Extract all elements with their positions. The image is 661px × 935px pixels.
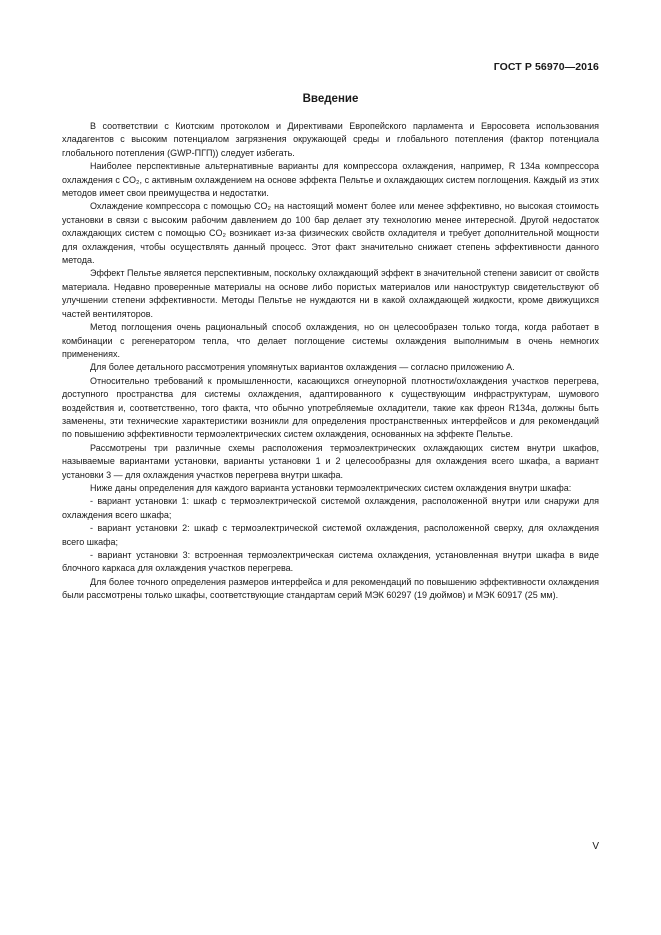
paragraph: Метод поглощения очень рациональный способ охлаждения, но он целесообразен только тогда, когда работает в комбинации с регенератором тепла, что делает поглощение системы охлаждения выполнимым в очень немногих применениях. xyxy=(62,322,599,359)
paragraph: Наиболее перспективные альтернативные варианты для компрессора охлаждения, например, R 134a компрессора охлаждения с CO₂, с активным охлаждением на основе эффекта Пельтье и охлаждающих систем поглощения. Каждый из этих методов имеет свои преимущества и недостатки. xyxy=(62,161,599,199)
paragraph: Для более точного определения размеров интерфейса и для рекомендаций по повышению эффективности охлаждения были рассмотрены только шкафы, соответствующие стандартам серий МЭК 60297 (19 дюймов) и МЭК 60917 (25 мм). xyxy=(62,576,599,601)
list-item: - вариант установки 2: шкаф с термоэлектрической системой охлаждения, расположенной сверху, для охлаждения всего шкафа; xyxy=(62,523,599,547)
standard-designation: ГОСТ Р 56970—2016 xyxy=(493,61,599,73)
list-item: - вариант установки 1: шкаф с термоэлектрической системой охлаждения, расположенной внутри или снаружи для охлаждения всего шкафа; xyxy=(62,496,599,520)
paragraph: В соответствии с Киотским протоколом и Директивами Европейского парламента и Евросовета использования хладагентов с высоким потенциалом загрязнения окружающей среды и глобального потепления (фактор потенциала глобального потепления (GWP-ПГП)) следует избегать. xyxy=(62,121,599,158)
paragraph: Ниже даны определения для каждого варианта установки термоэлектрических систем охлаждения внутри шкафа: xyxy=(90,482,572,493)
page-number: V xyxy=(592,841,599,852)
body-text xyxy=(62,120,599,603)
section-title: Введение xyxy=(302,93,359,105)
paragraph: Охлаждение компрессора с помощью CO₂ на настоящий момент более или менее эффективно, но высокая стоимость установки в связи с высоким рабочим давлением до 100 бар делает эту технологию менее интересной. Другой недостаток охлаждающих систем с помощью CO₂ возникает из-за физических свойств охладителя и требует дополнительной мощности для охлаждения, чтобы осуществлять данный процесс. Этот факт значительно снижает степень эффективности данного метода. xyxy=(62,201,599,266)
paragraph: Эффект Пельтье является перспективным, поскольку охлаждающий эффект в значительной степени зависит от свойств материала. Недавно проверенные материалы на основе либо пористых материалов или наноструктур свидетельствуют об улучшении степени эффективности. Методы Пельтье не нуждаются ни в какой охлаждающей жидкости, кроме движущихся частей вентиляторов. xyxy=(62,268,599,319)
paragraph: Для более детального рассмотрения упомянутых вариантов охлаждения — согласно приложению А. xyxy=(90,362,515,373)
paragraph: Относительно требований к промышленности, касающихся огнеупорной плотности/охлаждения участков перегрева, доступного пространства для системы охлаждения, адаптированного к существующим инфраструктурам, шумового воздействия и, соответственно, того факта, что обычно употребляемые охладители, такие как фреон R134a, должны быть заменены, эти технические характеристики возникли для определения пространственных интерфейсов и для рекомендаций по повышению эффективности термоэлектрических систем охлаждения, основанных на эффекте Пельтье. xyxy=(62,375,599,440)
paragraph: Рассмотрены три различные схемы расположения термоэлектрических охлаждающих систем внутри шкафов, называемые вариантами установки, варианты установки 1 и 2 целесообразны для охлаждения всего шкафа, а вариант установки 3 — для охлаждения участков перегрева внутри шкафа. xyxy=(62,442,599,480)
list-item: - вариант установки 3: встроенная термоэлектрическая система охлаждения, установленная внутри шкафа в виде блочного каркаса для охлаждения участков перегрева. xyxy=(62,550,599,574)
